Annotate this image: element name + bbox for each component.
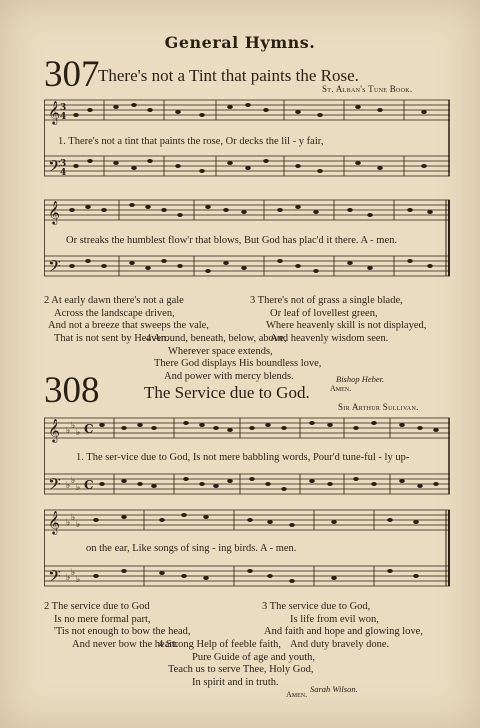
hymn-307-lyric-line-2: Or streaks the humblest flow'r that blows, But God has plac'd it there. A - men. [66, 235, 397, 246]
svg-text:𝄞: 𝄞 [48, 510, 60, 534]
svg-text:3: 3 [60, 159, 67, 169]
svg-text:♭: ♭ [76, 575, 81, 585]
svg-text:𝄞: 𝄞 [48, 200, 60, 224]
svg-text:𝄞: 𝄞 [48, 100, 60, 124]
svg-text:𝄢: 𝄢 [48, 474, 61, 498]
svg-text:♭: ♭ [71, 513, 76, 523]
hymn-308-lyric-line-1: 1. The ser-vice due to God, Is not mere babbling words, Pour'd tune-ful - ly up- [76, 452, 410, 463]
hymn-308-number: 308 [44, 370, 100, 411]
svg-text:♭: ♭ [66, 518, 71, 528]
page-header-title: General Hymns. [164, 33, 316, 52]
svg-text:𝄢: 𝄢 [48, 566, 61, 590]
svg-text:♭: ♭ [76, 483, 81, 493]
hymn-308-verse-2: 2 The service due to God Is no mere formal part, 'Tis not enough to bow the head, And never bow the heart. [44, 601, 191, 650]
hymn-307-number: 307 [44, 54, 100, 95]
hymn-307-verse-3: 3 There's not of grass a single blade, Or leaf of lovellest green, Where heavenly skill is not displayed, And heavenly wisdom seen. [250, 295, 427, 344]
svg-text:♭: ♭ [71, 568, 76, 578]
svg-text:𝄞: 𝄞 [48, 418, 60, 442]
hymn-307-lyric-line-1: 1. There's not a tint that paints the rose, Or decks the lil - y fair, [58, 136, 324, 147]
hymn-307-tune: St. Alban's Tune Book. [322, 84, 413, 94]
hymn-308-lyric-line-2: on the ear, Like songs of sing - ing birds. A - men. [86, 543, 297, 554]
hymn-308-verse-3: 3 The service due to God, Is life from evil won, And faith and hope and glowing love, And duty bravely done. [262, 601, 423, 650]
svg-text:𝄢: 𝄢 [48, 256, 61, 280]
svg-text:C: C [84, 478, 94, 492]
svg-text:C: C [84, 422, 94, 436]
hymn-307-author: Bishop Heber. [336, 374, 385, 384]
svg-text:♭: ♭ [76, 428, 81, 438]
hymn-308-tune: Sir Arthur Sullivan. [338, 402, 419, 412]
svg-text:𝄢: 𝄢 [48, 156, 61, 180]
hymn-307-title: There's not a Tint that paints the Rose. [98, 66, 359, 85]
hymn-308-title: The Service due to God. [144, 383, 310, 402]
svg-text:4: 4 [60, 168, 67, 178]
svg-text:4: 4 [60, 112, 67, 122]
hymn-307-verse-4: 4 Around, beneath, below, above, Wherever space extends, There God displays His boundless love, And power with mercy blends. Amen. [146, 333, 352, 393]
svg-text:♭: ♭ [71, 421, 76, 431]
hymn-307-verse-2: 2 At early dawn there's not a gale Across the landscape driven, And not a breeze that sweeps the vale, That is not sent by Heaven. [44, 295, 209, 344]
svg-text:3: 3 [60, 103, 67, 113]
svg-text:♭: ♭ [66, 426, 71, 436]
svg-text:♭: ♭ [66, 481, 71, 491]
hymn-308-verse-4: 4 Strong Help of feeble faith, Pure Guide of age and youth, Teach us to serve Thee, Holy God, In spirit and in truth. Amen. [158, 639, 316, 699]
svg-text:♭: ♭ [66, 573, 71, 583]
svg-text:♭: ♭ [71, 476, 76, 486]
svg-text:♭: ♭ [76, 520, 81, 530]
hymn-308-author: Sarah Wilson. [310, 684, 358, 694]
